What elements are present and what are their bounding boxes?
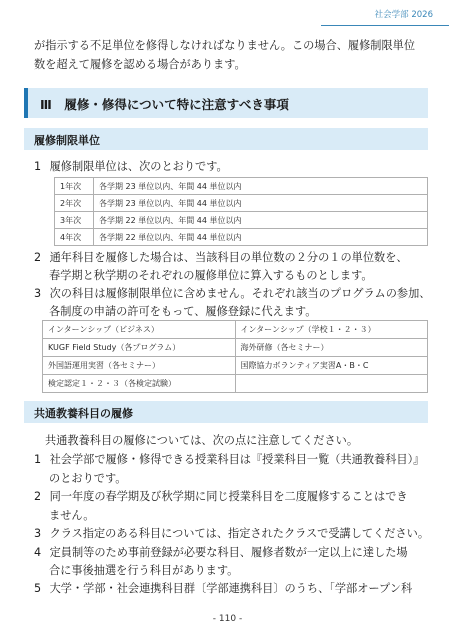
page-header <box>0 0 455 26</box>
table-row <box>43 357 428 375</box>
table-row <box>43 375 428 393</box>
limit-cell: 各学期 22 単位以内、年間 44 単位以内 <box>94 229 428 246</box>
year-cell: 2年次 <box>55 195 94 212</box>
credit-limit-item-3-line-1 <box>34 284 431 303</box>
general-education-item-1-line-1 <box>34 450 424 469</box>
item-text: 大学・学部・社会連携科目群〔学部連携科目〕のうち、「学部オープン科 <box>49 582 413 595</box>
course-cell: インターンシップ（ビジネス） <box>43 321 236 339</box>
general-education-item-2-line-1 <box>34 487 408 506</box>
table-row <box>55 195 428 212</box>
credit-limit-item-2-line-2: 春学期と秋学期のそれぞれの履修単位に算入するものとします。 <box>49 269 373 282</box>
course-cell: KUGF Field Study（各プログラム） <box>43 339 236 357</box>
section-title: Ⅲ 履修・修得について特に注意すべき事項 <box>40 97 289 112</box>
general-education-item-1-line-2: のとおりです。 <box>49 472 127 485</box>
item-text: 社会学部で履修・修得できる授業科目は『授業科目一覧（共通教養科目）』 <box>49 453 425 466</box>
subsection-title: 履修制限単位 <box>34 134 100 147</box>
item-text: クラス指定のある科目については、指定されたクラスで受講してください。 <box>49 527 430 540</box>
course-cell: 検定認定１・２・３（各検定試験） <box>43 375 236 393</box>
course-cell <box>235 375 428 393</box>
item-number: 4 <box>34 546 42 559</box>
page-number: - 110 - <box>212 614 243 624</box>
course-cell: 海外研修（各セミナー） <box>235 339 428 357</box>
section-heading <box>24 88 428 118</box>
intro-line-1: が指示する不足単位を修得しなければなりません。この場合、履修制限単位 <box>34 39 416 52</box>
item-text: 履修制限単位は、次のとおりです。 <box>49 160 228 173</box>
item-number: 1 <box>34 453 42 466</box>
table-row <box>43 339 428 357</box>
item-number: 2 <box>34 251 42 264</box>
item-text: 定員制等のため事前登録が必要な科目、履修者数が一定以上に達した場 <box>49 546 408 559</box>
header-rule <box>321 25 449 26</box>
table-row <box>55 178 428 195</box>
credit-limit-table <box>54 177 428 246</box>
general-education-item-2-line-2: ません。 <box>49 509 95 522</box>
limit-cell: 各学期 23 単位以内、年間 44 単位以内 <box>94 178 428 195</box>
header-label: 社会学部 2026 <box>374 10 433 20</box>
course-cell: 外国語運用実習（各セミナー） <box>43 357 236 375</box>
subsection-heading-credit-limit <box>24 128 428 150</box>
item-text: 同一年度の春学期及び秋学期に同じ授業科目を二度履修することはでき <box>49 490 408 503</box>
item-number: 2 <box>34 490 42 503</box>
year-cell: 1年次 <box>55 178 94 195</box>
general-education-item-4-line-2: 合に事後抽選を行う科目があります。 <box>49 564 239 577</box>
item-number: 5 <box>34 582 42 595</box>
table-row <box>43 321 428 339</box>
limit-cell: 各学期 22 単位以内、年間 44 単位以内 <box>94 212 428 229</box>
table-row <box>55 212 428 229</box>
exempt-courses-table <box>42 320 428 393</box>
credit-limit-item-3-line-2: 各制度の申請の許可をもって、履修登録に代えます。 <box>49 305 317 318</box>
intro-line-2: 数を超えて履修を認める場合があります。 <box>34 58 246 71</box>
item-number: 1 <box>34 160 42 173</box>
item-text: 通年科目を履修した場合は、当該科目の単位数の２分の１の単位数を、 <box>49 251 408 264</box>
general-education-item-4-line-1 <box>34 543 408 562</box>
year-cell: 4年次 <box>55 229 94 246</box>
table-row <box>55 229 428 246</box>
item-number: 3 <box>34 287 42 300</box>
subsection-title: 共通教養科目の履修 <box>34 407 133 420</box>
course-cell: 国際協力ボランティア実習A・B・C <box>235 357 428 375</box>
course-cell: インターンシップ（学校１・２・３） <box>235 321 428 339</box>
general-education-item-3-line-1 <box>34 524 429 543</box>
item-number: 3 <box>34 527 42 540</box>
item-text: 次の科目は履修制限単位に含めません。それぞれ該当のプログラムの参加、 <box>49 287 431 300</box>
general-education-item-5-line-1 <box>34 579 412 598</box>
subsection-heading-general-education <box>24 401 428 423</box>
credit-limit-item-2-line-1 <box>34 248 408 267</box>
general-education-lead: 共通教養科目の履修については、次の点に注意してください。 <box>45 434 359 447</box>
year-cell: 3年次 <box>55 212 94 229</box>
limit-cell: 各学期 23 単位以内、年間 44 単位以内 <box>94 195 428 212</box>
credit-limit-item-1 <box>34 157 228 176</box>
